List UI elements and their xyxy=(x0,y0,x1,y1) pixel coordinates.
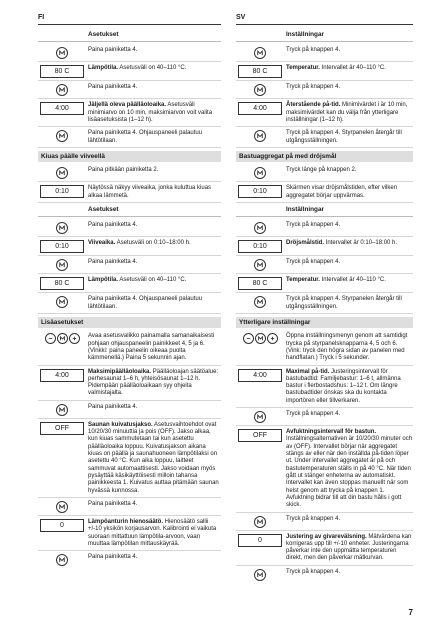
display-value: 0 xyxy=(40,519,84,532)
display-value: 4:00 xyxy=(238,369,282,382)
display-value: OFF xyxy=(238,429,282,442)
display-value: 4:00 xyxy=(40,102,84,115)
instruction-row xyxy=(236,256,413,274)
instruction-row xyxy=(236,81,413,99)
m-button-icon xyxy=(56,259,68,271)
instruction-row xyxy=(38,274,221,293)
instruction-row xyxy=(38,99,221,127)
display-value: 80 C xyxy=(40,277,84,290)
instruction-text: Lämpötila. Asetusväli on 40–110 °C. xyxy=(88,277,187,284)
instruction-text: Viiveaika. Asetusväli on 0:10–18:00 h. xyxy=(88,240,191,247)
instruction-row xyxy=(38,219,221,237)
instruction-row xyxy=(38,127,221,148)
instruction-text: Tryck på knappen 4. xyxy=(286,411,341,418)
plus-button-icon xyxy=(69,333,80,344)
display-value: 0:10 xyxy=(238,240,282,253)
instruction-text: Paina painiketta 4. xyxy=(88,47,138,54)
instruction-text: Lämpöanturin hienosäätö. Hienosäätö sallii +/-10 yksikön korjausarvon. Kalibrointi ei vaikuta suoraan mittattuun lämpötila-arvoon, vaan muuttaa lämpötilan mittauskäyrää. xyxy=(88,518,217,547)
instruction-text: Återstående på-tid. Minimivärdet i är 10 min, maksimivärdet kan du välja från ytterligare inställningar (1–12 h). xyxy=(286,102,408,123)
instruction-row xyxy=(236,426,413,512)
instruction-row xyxy=(38,293,221,314)
display-value: 0 xyxy=(238,534,282,547)
instruction-row xyxy=(38,62,221,81)
instruction-row xyxy=(38,516,221,551)
display-value: 0:10 xyxy=(238,185,282,198)
m-button-icon xyxy=(254,222,266,234)
instruction-text: Tryck på knappen 4. xyxy=(286,47,341,54)
instruction-row xyxy=(38,366,221,401)
section-heading: Ytterligare inställningar xyxy=(236,317,413,328)
instruction-text: Tryck på knappen 4. xyxy=(286,222,341,229)
instruction-row xyxy=(38,81,221,99)
instruction-row xyxy=(236,237,413,256)
instruction-row xyxy=(236,62,413,81)
instruction-row xyxy=(38,237,221,256)
m-button-icon xyxy=(56,501,68,513)
instruction-row xyxy=(38,498,221,516)
instruction-row xyxy=(38,256,221,274)
instruction-row xyxy=(236,330,413,365)
instruction-text: Tryck på knappen 4. xyxy=(286,259,341,266)
instruction-text: Tryck på knappen 4. xyxy=(286,84,341,91)
header-rule xyxy=(236,24,413,25)
m-button-icon xyxy=(56,47,68,59)
page-number: 7 xyxy=(408,608,413,617)
m-button-icon xyxy=(254,296,266,308)
instruction-text: Tryck på knappen 4. xyxy=(286,568,341,575)
header-rule xyxy=(38,24,221,25)
instruction-text: Paina painiketta 4. xyxy=(88,84,138,91)
display-value: 80 C xyxy=(40,65,84,78)
m-button-icon xyxy=(254,47,266,59)
minus-m-plus-icons xyxy=(243,333,278,344)
instruction-row xyxy=(38,551,221,568)
m-button-icon xyxy=(56,84,68,96)
section-heading: Lisäasetukset xyxy=(38,317,221,328)
instruction-row xyxy=(236,127,413,148)
instruction-text: Tryck på knappen 4. xyxy=(286,515,341,522)
m-button-icon xyxy=(57,333,68,344)
instruction-row xyxy=(38,401,221,419)
instruction-text: Avaa asetusvalikko painamalla samanaikaisesti pohjaan ohjauspaneelin painikkeet 4, 5 ja 6. (Vinkki: paina paneelin oikeaa puolta kämmenellä.) Paina 5 sekunnin ajan. xyxy=(88,333,215,362)
instruction-row xyxy=(236,182,413,203)
instruction-text: Näytössä näkyy viiveaika, jonka kuluttua kiuas alkaa lämmetä. xyxy=(88,185,212,199)
instruction-text: Paina painiketta 4. xyxy=(88,222,138,229)
instruction-row xyxy=(236,293,413,314)
m-button-icon xyxy=(255,333,266,344)
m-button-icon xyxy=(254,167,266,179)
display-value: 80 C xyxy=(238,65,282,78)
plus-button-icon xyxy=(267,333,278,344)
instruction-text: Dröjsmålstid. Intervallet är 0:10–18:00 h. xyxy=(286,240,398,247)
instruction-row xyxy=(236,531,413,566)
instruction-row xyxy=(38,419,221,498)
column-sv xyxy=(236,28,413,583)
instruction-row xyxy=(236,99,413,127)
m-button-icon xyxy=(56,130,68,142)
instruction-row xyxy=(38,182,221,203)
instruction-row xyxy=(236,44,413,62)
m-button-icon xyxy=(56,554,68,566)
minus-m-plus-icons xyxy=(45,333,80,344)
m-button-icon xyxy=(254,569,266,581)
subsection-heading: Asetukset xyxy=(38,28,221,42)
m-button-icon xyxy=(254,130,266,142)
instruction-text: Paina painiketta 4. xyxy=(88,403,138,410)
instruction-text: Temperatur. Intervallet är 40–110 °C. xyxy=(286,277,386,284)
display-value: 80 C xyxy=(238,277,282,290)
display-value: 0:10 xyxy=(40,185,84,198)
display-value: 0:10 xyxy=(40,240,84,253)
m-button-icon xyxy=(56,296,68,308)
instruction-row xyxy=(236,408,413,426)
instruction-row xyxy=(236,513,413,531)
instruction-row xyxy=(236,274,413,293)
language-label-sv: SV xyxy=(236,14,246,21)
subsection-heading: Inställningar xyxy=(236,203,413,217)
language-label-fi: FI xyxy=(38,14,45,21)
instruction-text: Tryck på knappen 4. Styrpanelen återgår till utgångsställningen. xyxy=(286,130,402,144)
instruction-text: Saunan kuivatusjakso. Asetusvaihtoehdot ovat 10/20/30 minuuttia ja pois (OFF). Jakso alkaa, kun kiuas sammutetaan tai kun asetettu päälläoloaika loppuu. Kuivatusjakson aikana kiuas on päällä ja saunahuoneen lämpötilaksi on asetettu 40 °C. Kun aika loppuu, laitteet sammuvat automaattisesti. Jakso voidaan myös pysäyttää käsikäyttöisesti milloin tahansa painikkeesta 1. Kuivatus auttaa pitämään saunan hyvässä kunnossa. xyxy=(88,421,219,494)
section-heading: Kiuas päälle viiveellä xyxy=(38,151,221,162)
instruction-row xyxy=(236,566,413,583)
m-button-icon xyxy=(254,259,266,271)
instruction-text: Paina painiketta 4. Ohjauspaneeli palautuu lähtötilaan. xyxy=(88,130,203,144)
display-value: 4:00 xyxy=(238,102,282,115)
instruction-text: Tryck länge på knappen 2. xyxy=(286,167,357,174)
instruction-row xyxy=(38,330,221,365)
instruction-text: Justering av givarevälsning. Mätvärdena kan korrigeras upp till +/-10 enheter. Justeringarna påverkar inte den uppmätta temperaturen direkt, men den påverkar mätkurvan. xyxy=(286,533,412,562)
display-value: OFF xyxy=(40,422,84,435)
instruction-text: Paina painiketta 4. Ohjauspaneeli palautuu lähtötilaan. xyxy=(88,296,203,310)
instruction-text: Öppna inställningsmenyn genom att samtidigt trycka på styrpanelsknapparna 4, 5 och 6. (Vink: tryck den högra sidan av panelen med handflatan.) Tryck i 5 sekunder. xyxy=(286,333,408,362)
instruction-text: Temperatur. Intervallet är 40–110 °C. xyxy=(286,65,386,72)
instruction-text: Maximal på-tid. Justeringsintervall för bastubadtid: Familjebastur: 1–6 t, allmänna bastur i flerbostadshus: 1–12 t. Om längre bastubadtider önskas ska du kontakta importören eller tillverkaren. xyxy=(286,368,401,404)
instruction-text: Paina painiketta 4. xyxy=(88,554,138,561)
instruction-row xyxy=(236,219,413,237)
subsection-heading: Inställningar xyxy=(236,28,413,42)
m-button-icon xyxy=(254,84,266,96)
instruction-row xyxy=(236,164,413,182)
instruction-text: Paina painiketta 4. xyxy=(88,259,138,266)
instruction-text: Paina pitkään painiketta 2. xyxy=(88,167,159,174)
m-button-icon xyxy=(56,404,68,416)
instruction-text: Skärmen visar dröjsmålstiden, efter vilken aggregatet börjar uppvärmas. xyxy=(286,185,398,199)
m-button-icon xyxy=(254,516,266,528)
minus-button-icon xyxy=(45,333,56,344)
instruction-text: Tryck på knappen 4. Styrpanelen återgår till utgångsställningen. xyxy=(286,296,402,310)
instruction-row xyxy=(236,366,413,409)
instruction-text: Avfuktningsintervall för bastun. Inställningsalternativen är 10/20/30 minuter och av (OFF). Intervallet börjar när aggregatet stängs av eller när den inställda på-tiden löper ut. Under intervallet aggregatet är på och bastutemperaturen ställs in på 40 °C. När tiden gått ut stänger enheterna av automatiskt. Intervallet kan även stoppas manuellt när som helst genom att trycka på knappen 1. Avfuktning bidrar till att din bastu hålls i gott skick. xyxy=(286,429,413,509)
m-button-icon xyxy=(254,411,266,423)
instruction-text: Paina painiketta 4. xyxy=(88,500,138,507)
instruction-row xyxy=(38,44,221,62)
instruction-text: Jäljellä oleva päälläoloaika. Asetusväli minimiarvo on 10 min, maksimiarvon voit valita lisäasetuksista (1–12 h). xyxy=(88,102,213,123)
instruction-text: Lämpötila. Asetusväli on 40–110 °C. xyxy=(88,65,187,72)
m-button-icon xyxy=(56,167,68,179)
subsection-heading: Asetukset xyxy=(38,203,221,217)
minus-button-icon xyxy=(243,333,254,344)
m-button-icon xyxy=(56,222,68,234)
instruction-row xyxy=(38,164,221,182)
section-heading: Bastuaggregat på med dröjsmål xyxy=(236,151,413,162)
column-fi xyxy=(38,28,221,568)
display-value: 4:00 xyxy=(40,369,84,382)
instruction-text: Maksimipäälläoloaika. Päälläoloajan säätöalue: perhesaunat 1–6 h, yhteisösaunat 1–12 h. Pidempään päälläoloaikaan syy ohjeita valmistajalta. xyxy=(88,368,219,397)
